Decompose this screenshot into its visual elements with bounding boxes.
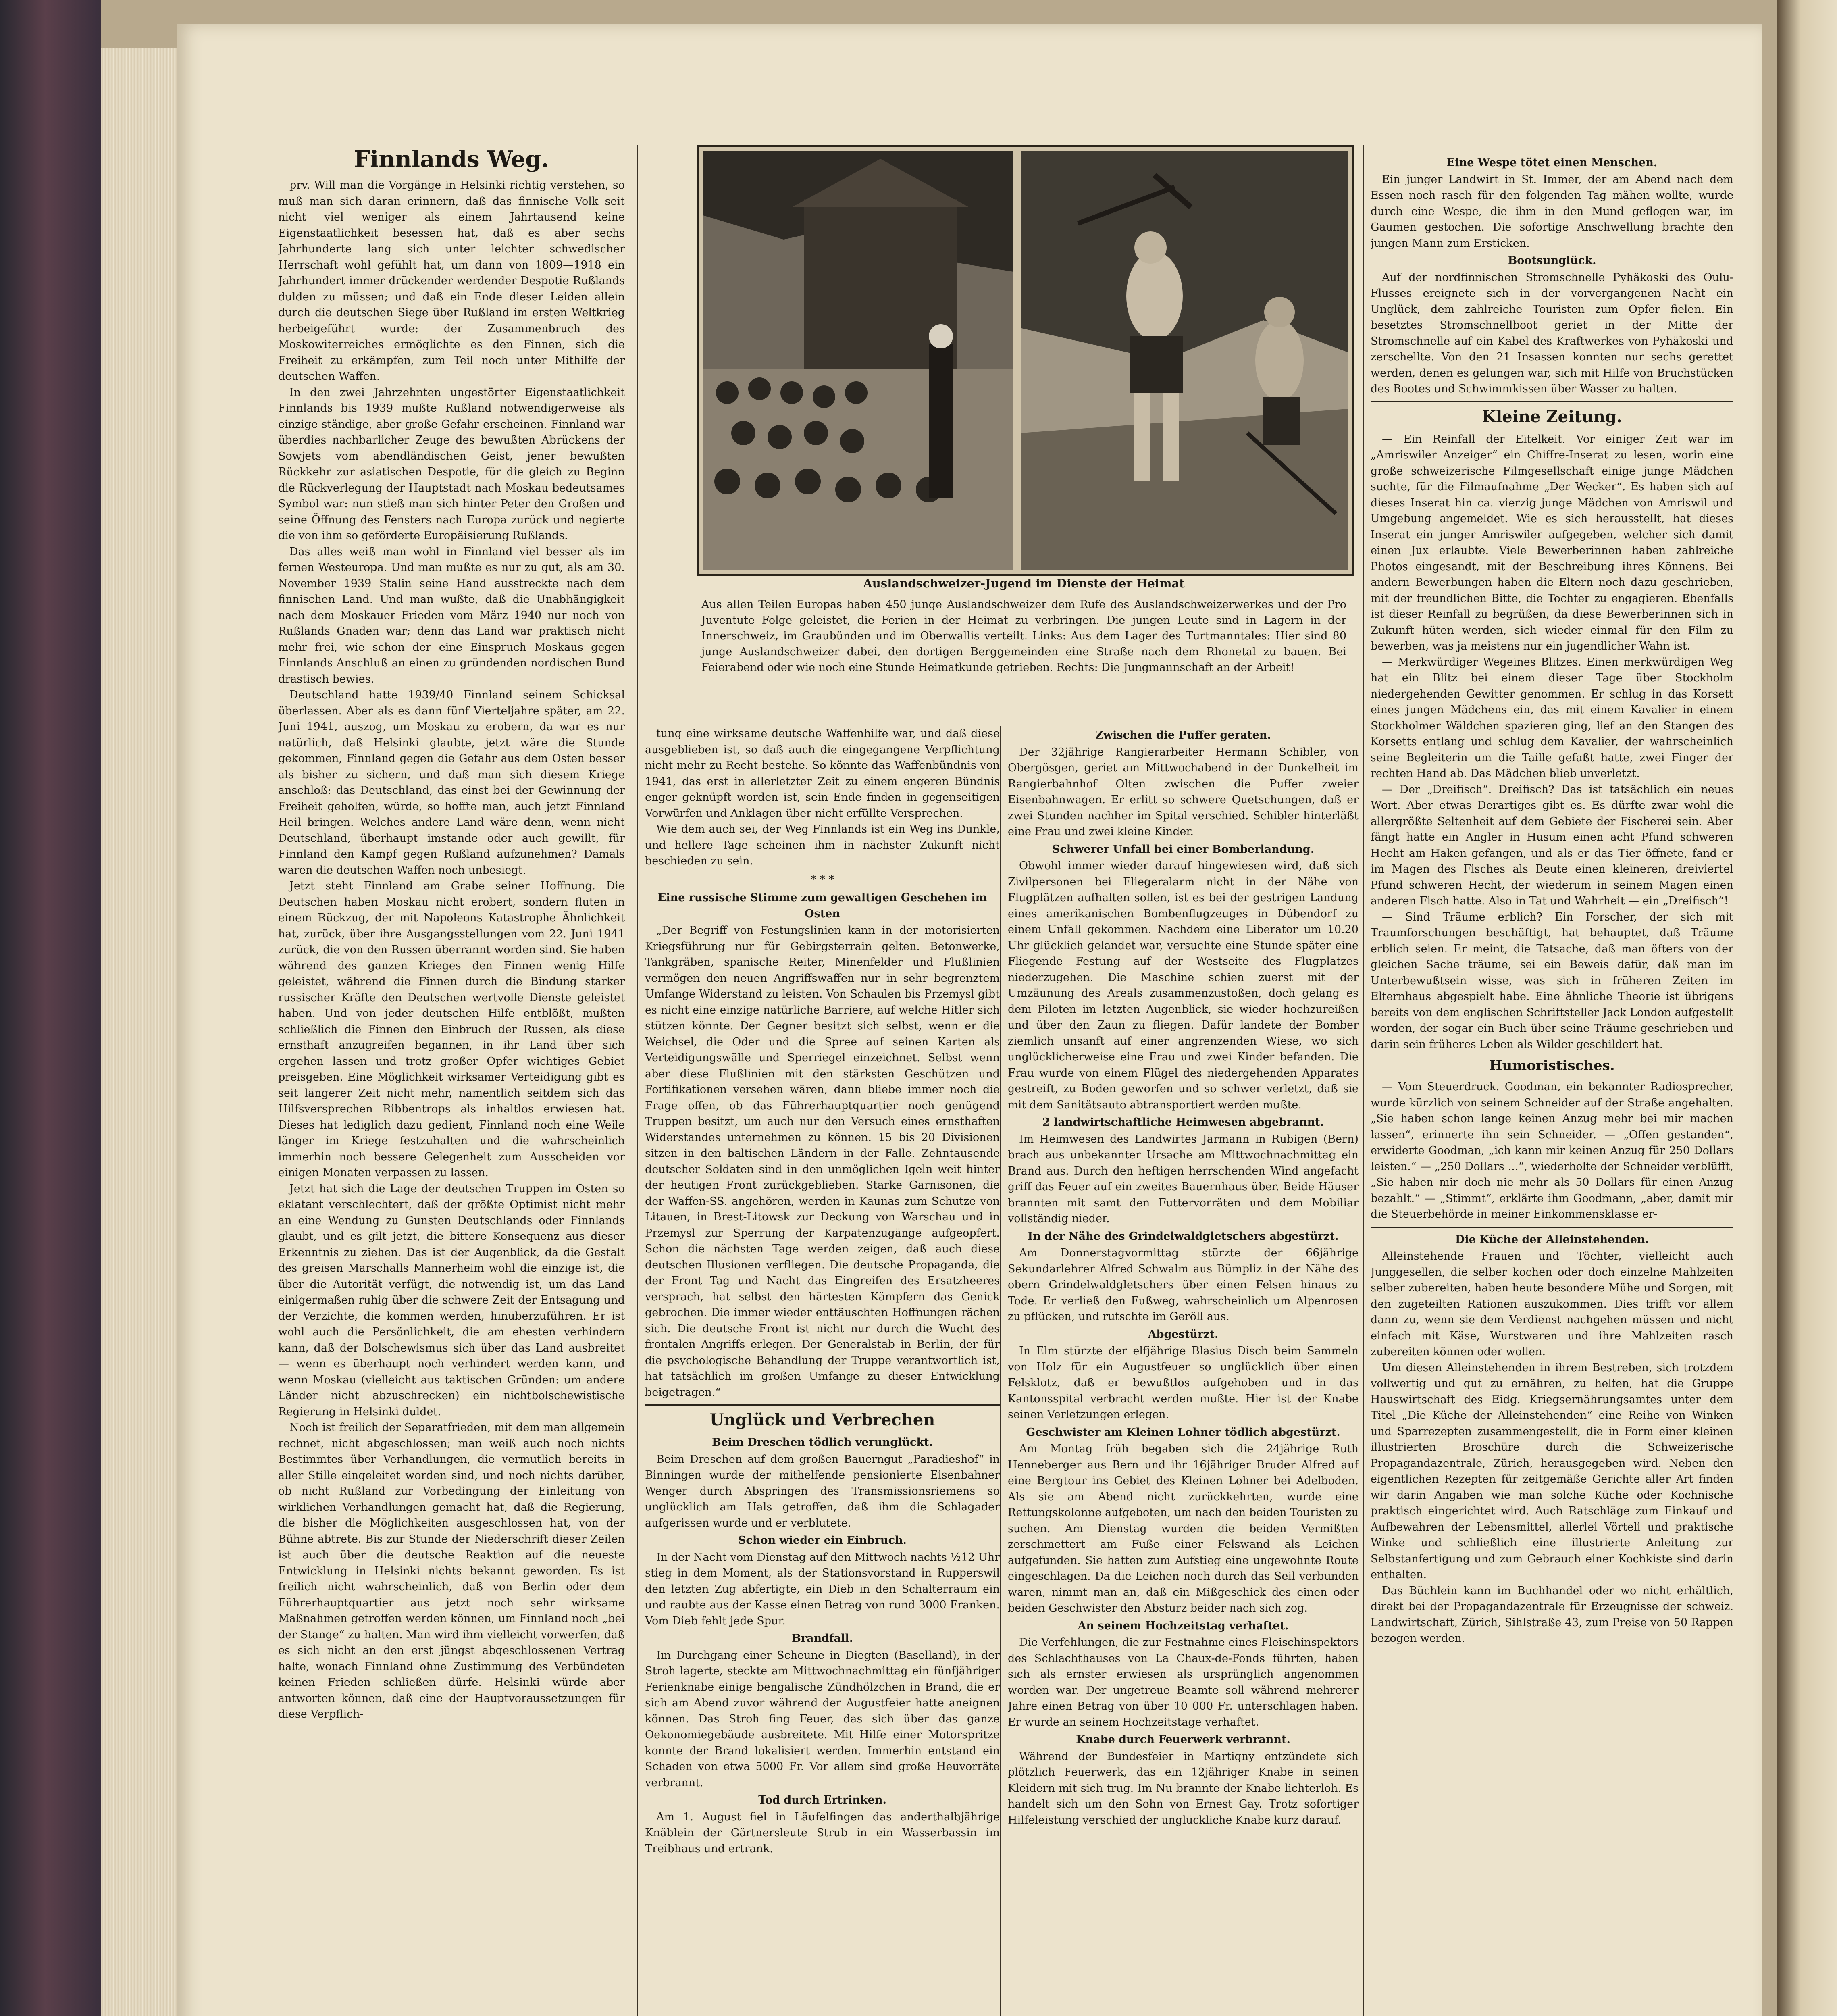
paragraph: — Vom Steuerdruck. Goodman, ein bekannter Radiosprecher, wurde kürzlich von seinem Schneider auf der Straße angehalten. „Sie haben schon lange keinen Anzug mehr bei mir machen lassen“, erinnerte ihn sein Schneider. — „Offen gestanden“, erwiderte Goodman, „ich kann mir keinen Anzug für 250 Dollars leisten.“ — „250 Dollars ...“, wiederholte der Schneider verblüfft, „Sie haben mir doch nie mehr als 50 Dollars für einen Anzug bezahlt.“ — „Stimmt“, erklärte ihm Goodmann, „aber, damit mir die Steuerbehörde in meiner Einkommensklasse er- bbox=[1371, 1081, 1733, 1220]
news-item-text: Der 32jährige Rangierarbeiter Hermann Schibler, von Obergösgen, geriet am Mittwochabend in der Dunkelheit im Rangierbahnhof Olten zwischen die Puffer zweier Eisenbahnwagen. Er erlitt so schwere Quetschungen, daß er zwei Stunden nachher im Spital verschied. Schibler hinterläßt eine Frau und zwei kleine Kinder. bbox=[1008, 746, 1359, 838]
paragraph: Noch ist freilich der Separatfrieden, mit dem man allgemein rechnet, nicht abgeschlossen; man weiß auch noch nichts Bestimmtes über Verhandlungen, die vermutlich bereits in aller Stille eingeleitet worden sind, und noch nichts darüber, ob nicht Rußland zur Vorbedingung der Einleitung von wirklichen Verhandlungen gemacht hat, daß die Regierung, die bisher die Möglichkeiten ausgeschlossen hat, von der Bühne abtrete. Bis zur Stunde der Niederschrift dieser Zeilen ist auch über die deutsche Reaktion auf die neueste Entwicklung in Helsinki nichts bekannt geworden. Es ist freilich nicht wahrscheinlich, daß von Berlin oder dem Führerhauptquartier aus jetzt noch sehr wirksame Maßnahmen getroffen werden können, um Finnland noch „bei der Stange“ zu halten. Man wird ihm vielleicht vorwerfen, daß es sich nicht an den erst jüngst abgeschlossenen Vertrag halte, wonach Finnland ohne Zustimmung des Verbündeten keinen Frieden schließen dürfe. Helsinki würde aber antworten können, daß eine der Hauptvoraussetzungen für diese Verpflich- bbox=[278, 1421, 625, 1720]
paragraph: Deutschland hatte 1939/40 Finnland seinem Schicksal überlassen. Aber als es dann fünf Vierteljahre später, am 22. Juni 1941, auszog, um Moskau zu erobern, da war es nur natürlich, daß Helsinki glaubte, jetzt wäre die Stunde gekommen, Finnland gegen die Gefahr aus dem Osten besser als bisher zu sichern, und daß man sich diesem Kriege anschloß: das Deutschland, das einst bei der Gewinnung der Freiheit geholfen, würde, so hoffte man, auch jetzt Finnland Heil bringen. Welches andere Land wäre denn, wenn nicht Deutschland, überhaupt imstande oder auch gewillt, für Finnland den Kampf gegen Rußland aufzunehmen? Damals waren die deutschen Waffen noch unbesiegt. bbox=[278, 689, 625, 877]
news-item-text: Auf der nordfinnischen Stromschnelle Pyhäkoski des Oulu-Flusses ereignete sich in der vorvergangenen Nacht ein Unglück, dem zahlreiche Touristen zum Opfer fielen. Ein besetztes Stromschnellboot geriet in der Mitte der Stromschnelle auf ein Kabel des Kraftwerkes von Pyhäkoski und zerschellte. Von den 21 Insassen konnten nur sechs gerettet werden, denen es gelungen war, sich mit Hilfe von Bruchstücken des Bootes und Schwimmkissen über Wasser zu halten. bbox=[1371, 271, 1733, 395]
paragraph: Um diesen Alleinstehenden in ihrem Bestreben, sich trotzdem vollwertig und gut zu ernähren, zu helfen, hat die Gruppe Hauswirtschaft des Eidg. Kriegsernährungsamtes unter dem Titel „Die Küche der Alleinstehenden“ eine Reihe von Winken und Sparrezepten zusammengestellt, die in Form einer kleinen illustrierten Broschüre durch die Schweizerische Propagandazentrale, Zürich, herausgegeben wird. Neben den eigentlichen Rezepten für zeitgemäße Gerichte aller Art finden wir darin Angaben wie man solche Küche oder Kochnische praktisch eingerichtet wird. Auch Ratschläge zum Einkauf und Aufbewahren der Lebensmittel, allerlei Vörteli und praktische Winke und schließlich eine illustrierte Anleitung zur Selbstanfertigung und zum Gebrauch einer Kochkiste sind darin enthalten. bbox=[1371, 1361, 1733, 1581]
section-title-kleine-zeitung: Kleine Zeitung. bbox=[1482, 407, 1622, 426]
news-item-heading: Knabe durch Feuerwerk verbrannt. bbox=[1076, 1733, 1290, 1746]
column-divider bbox=[1363, 145, 1364, 2016]
photo-caption: Aus allen Teilen Europas haben 450 junge Auslandschweizer dem Rufe des Auslandschweizerwerkes und der Pro Juventute Folge geleistet, die Ferien in der Heimat zu verbringen. Die jungen Leute sind in Lagern in der Innerschweiz, im Graubünden und im Oberwallis verteilt. Links: Aus dem Lager des Turtmanntales: Hier sind 80 junge Auslandschweizer dabei, den dortigen Berggemeinden eine Straße nach dem Rhonetal zu bauen. Bei Feierabend oder wie noch eine Stunde Heimatkunde getrieben. Rechts: Die Jungmannschaft an der Arbeit! bbox=[701, 598, 1346, 674]
paragraph: — Merkwürdiger Wegeines Blitzes. Einen merkwürdigen Weg hat ein Blitz bei einem dieser Tage über Stockholm niedergehenden Gewitter genommen. Er schlug in das Korsett eines jungen Mädchens ein, das mit einem Kavalier in einem Stockholmer Wäldchen spazieren ging, lief an den Stangen des Korsetts entlang und schlug dem Kavalier, der wahrscheinlich seine Begleiterin um die Taille gefaßt hatte, zwei Finger der rechten Hand ab. Das Mädchen blieb unverletzt. bbox=[1371, 656, 1733, 780]
article-heading-russian-voice: Eine russische Stimme zum gewaltigen Geschehen im Osten bbox=[657, 891, 987, 920]
paragraph: Jetzt hat sich die Lage der deutschen Truppen im Osten so eklatant verschlechtert, daß der größte Optimist nicht mehr an eine Wendung zu Gunsten Deutschlands oder Finnlands glaubt, und es gilt jetzt, die bittere Konsequenz aus dieser Erkenntnis zu ziehen. Das ist der Augenblick, da die Gestalt des greisen Marschalls Mannerheim wohl die einzige ist, die über die Autorität verfügt, die notwendig ist, um das Land einigermaßen ruhig über die schwere Zeit der Entsagung und der Verzichte, die kommen werden, hinüberzuführen. Er ist wohl auch die Persönlichkeit, die am ehesten verhindern kann, daß der Bolschewismus sich über das Land ausbreitet — wenn es überhaupt noch verhindert werden kann, und wenn Moskau (vielleicht aus taktischen Gründen: um andere Länder nicht abzuschrecken) ein nichtbolschewistische Regierung in Helsinki duldet. bbox=[278, 1182, 625, 1418]
humor-items bbox=[1371, 1079, 1733, 1223]
paragraph: prv. Will man die Vorgänge in Helsinki richtig verstehen, so muß man sich daran erinnern, daß das finnische Volk seit nicht viel weniger als einem Jahrtausend keine Eigenstaatlichkeit besessen hat, daß es aber sechs Jahrhunderte lang sich unter leichter schwedischer Herrschaft wohl gefühlt hat, um dann von 1809—1918 ein Jahrhundert immer drückender werdender Despotie Rußlands dulden zu müssen; und daß ein Ende dieser Leiden allein durch die deutschen Siege über Rußland im ersten Weltkrieg herbeigeführt wurde: der Zusammenbruch des Moskowiterreiches ermöglichte es den Finnen, sich die Freiheit zu erkämpfen, zum Teil noch unter Mithilfe der deutschen Waffen. bbox=[278, 179, 625, 383]
article-body bbox=[278, 177, 625, 1722]
news-item-text: Am 1. August fiel in Läufelfingen das anderthalbjährige Knäblein der Gärtnersleute Strub in ein Wasserbassin im Treibhaus und ertrank. bbox=[645, 1810, 1000, 1855]
paragraph: Wie dem auch sei, der Weg Finnlands ist ein Weg ins Dunkle, und hellere Tage scheinen ihm in nächster Zukunft nicht beschieden zu sein. bbox=[645, 823, 1000, 867]
news-item-text: Ein junger Landwirt in St. Immer, der am Abend nach dem Essen noch rasch für den folgenden Tag mähen wollte, wurde durch eine Wespe, die ihm in den Mund geflogen war, im Gaumen gestochen. Die sofortige Anschwellung brachte den jungen Mann zum Ersticken. bbox=[1371, 173, 1733, 250]
column-divider bbox=[1000, 726, 1001, 2016]
section-title-humor: Humoristisches. bbox=[1489, 1058, 1615, 1074]
column-4 bbox=[1371, 153, 1733, 2016]
photo-caption-title: Auslandschweizer-Jugend im Dienste der Heimat bbox=[863, 577, 1185, 590]
paragraph: Das Büchlein kann im Buchhandel oder wo nicht erhältlich, direkt bei der Propagandazentrale für Erzeugnisse der schweiz. Landwirtschaft, Zürich, Sihlstraße 43, zum Preise von 50 Rappen bezogen werden. bbox=[1371, 1584, 1733, 1645]
news-item-heading: Geschwister am Kleinen Lohner tödlich abgestürzt. bbox=[1026, 1426, 1340, 1439]
kleine-zeitung-items bbox=[1371, 431, 1733, 1053]
section-separator: * * * bbox=[811, 873, 834, 886]
section-title-accidents: Unglück und Verbrechen bbox=[709, 1410, 935, 1429]
news-item-text: Im Durchgang einer Scheune in Diegten (Baselland), in der Stroh lagerte, steckte am Mittwochnachmittag ein fünfjähriger Ferienknabe einige bengalische Zündhölzchen in Brand, die er sich am Abend zuvor während der Augustfeier hatte aneignen können. Das Stroh fing Feuer, das sich über das ganze Oekonomiegebäude ausbreitete. Mit Hilfe einer Motorspritze konnte der Brand lokalisiert werden. Immerhin entstand ein Schaden von etwa 5000 Fr. Vor allem sind große Heuvorräte verbrannt. bbox=[645, 1649, 1000, 1789]
section-rule bbox=[1371, 1227, 1733, 1228]
news-item-heading: Schwerer Unfall bei einer Bomberlandung. bbox=[1052, 843, 1315, 856]
paragraph: — Der „Dreifisch“. Dreifisch? Das ist tatsächlich ein neues Wort. Aber etwas Derartiges gibt es. Es dürfte zwar wohl die allergrößte Seltenheit auf dem Gebiete der Fischerei sein. Aber fängt hatte ein Angler in Husum einen acht Pfund schweren Hecht am Haken gefangen, und als er das Tier öffnete, fand er im Magen des Fisches als Beute einen kleineren, dreiviertel Pfund schweren Hecht, der wiederum in seinem Magen einen anderen Fisch hatte. Also in Tat und Wahrheit — ein „Dreifisch“! bbox=[1371, 783, 1733, 907]
news-item-heading: Zwischen die Puffer geraten. bbox=[1095, 729, 1271, 741]
news-items bbox=[1008, 727, 1359, 1828]
article-body-kueche bbox=[1371, 1248, 1733, 1647]
photo-road-work bbox=[1021, 151, 1348, 570]
news-item-heading: Abgestürzt. bbox=[1148, 1328, 1219, 1341]
book-spine bbox=[0, 0, 101, 2016]
news-item-text: Im Heimwesen des Landwirtes Järmann in Rubigen (Bern) brach aus unbekannter Ursache am Mittwochnachmittag ein Brand aus. Durch den heftigen herrschenden Wind angefacht griff das Feuer auf ein zweites Bauernhaus über. Beide Häuser brannten mit samt den Futtervorräten und dem Mobiliar vollständig nieder. bbox=[1008, 1133, 1359, 1225]
news-item-text: In der Nacht vom Dienstag auf den Mittwoch nachts ½12 Uhr stieg in dem Moment, als der Stationsvorstand in Rupperswil den letzten Zug abfertigte, ein Dieb in den Schalterraum ein und raubte aus der Kasse einen Betrag von rund 3000 Franken. Vom Dieb fehlt jede Spur. bbox=[645, 1551, 1000, 1627]
news-item-text: Die Verfehlungen, die zur Festnahme eines Fleischinspektors des Schlachthauses von La Chaux-de-Fonds führten, haben sich als ernster erwiesen als ursprünglich angenommen worden war. Der ungetreue Beamte soll während mehrerer Jahre einen Betrag von über 10 000 Fr. unterschlagen haben. Er wurde an seinem Hochzeitstage verhaftet. bbox=[1008, 1636, 1359, 1729]
paragraph: — Ein Reinfall der Eitelkeit. Vor einiger Zeit war im „Amriswiler Anzeiger“ ein Chiffre-Inserat zu lesen, worin eine große schweizerische Filmgesellschaft einige junge Mädchen suchte, für die Filmaufnahme „Der Wecker“. Es haben sich auf dieses Inserat hin ca. vierzig junge Mädchen von Amriswil und Umgebung angemeldet. Wie es sich herausstellt, hat dieses Inserat ein junger Amriswiler aufgegeben, welcher sich damit einen Jux erlaubte. Viele Bewerberinnen haben zahlreiche Photos eingesandt, mit der Beschreibung ihres Könnens. Bei andern Bewerbungen haben die Eltern noch dazu geschrieben, mit der freundlichen Bitte, die Tochter zu engagieren. Ebenfalls ist dieser Reinfall zu begrüßen, da diese Bewerberinnen sich in Zukunft hüten werden, sich wieder einmal für den Film zu bewerben, was ja meistens nur ein jugendlicher Wahn ist. bbox=[1371, 433, 1733, 652]
paragraph: Jetzt steht Finnland am Grabe seiner Hoffnung. Die Deutschen haben Moskau nicht erobert, sondern fluten in einem Rückzug, der mit Napoleons Katastrophe Ähnlichkeit hat, zurück, über ihre Ausgangsstellungen vom 22. Juni 1941 zurück, die von den Russen überrannt worden sind. Sie haben während des ganzen Krieges den Finnen wenig Hilfe geleistet, während die Finnen durch die Bindung starker russischer Kräfte den Deutschen wertvolle Dienste geleistet haben. Und von jeder deutschen Hilfe entblößt, mußten schließlich die Finnen den Einbruch der Russen, als diese ernsthaft anzugreifen begannen, in ihr Land über sich ergehen lassen und trotz großer Opfer wichtiges Gebiet preisgeben. Eine Möglichkeit wirksamer Verteidigung gibt es seit längerer Zeit nicht mehr, namentlich seitdem sich das Hilfsversprechen Ribbentrops als inhaltlos erwiesen hat. Dieses hat lediglich dazu gedient, Finnland noch eine Weile länger im Kriege festzuhalten und die wahrscheinlich immerhin noch bessere Gelegenheit zum Ausscheiden vor einigen Monaten verpassen zu lassen. bbox=[278, 880, 625, 1179]
photo-block bbox=[697, 145, 1354, 576]
article-body-russian-voice bbox=[645, 923, 1000, 1400]
paragraph: Das alles weiß man wohl in Finnland viel besser als im fernen Westeuropa. Und man mußte es nur zu gut, als am 30. November 1939 Stalin seine Hand ausstreckte nach dem finnischen Land. Und man wußte, daß die Unabhängigkeit nach dem Moskauer Frieden vom März 1940 nur noch von Rußlands Gnaden war; denn das Land war praktisch nicht mehr frei, wie schon der eine Einspruch Moskaus gegen Finnlands Anschluß an einen zu gründenden nordischen Bund drastisch bewies. bbox=[278, 545, 625, 685]
paragraph: — Sind Träume erblich? Ein Forscher, der sich mit Traumforschungen beschäftigt, hat behauptet, daß Träume erblich seien. Er meint, die Tatsache, daß man öfters von der gleichen Sache träume, sei ein Beweis dafür, daß man im Unterbewußtsein wisse, was sich in früheren Zeiten im Elternhaus abgespielt habe. Eine ähnliche Theorie ist übrigens bereits von dem englischen Schriftsteller Jack London aufgestellt worden, der sogar ein Buch über seine Träume geschrieben und darin sein früheres Leben als Wilder geschildert hat. bbox=[1371, 910, 1733, 1051]
paragraph: „Der Begriff von Festungslinien kann in der motorisierten Kriegsführung nur für Gebirgsterrain gelten. Betonwerke, Tankgräben, spanische Reiter, Minenfelder und Flußlinien vermögen den neuen Angriffswaffen nur in sehr begrenztem Umfange Widerstand zu leisten. Von Schaulen bis Przemysl gibt es nicht eine einzige natürliche Barriere, auf welche Hitler sich stützen könnte. Der Gegner besitzt sich selbst, wenn er die Weichsel, die Oder und die Spree auf seinen Karten als Verteidigungswälle und Sperriegel einzeichnet. Selbst wenn aber diese Flußlinien mit den stärksten Geschützen und Fortifikationen versehen wären, dann bliebe immer noch die Frage offen, ob das Führerhauptquartier noch genügend Truppen besitzt, um auch nur den Versuch eines ernsthaften Widerstandes unternehmen zu können. 15 bis 20 Divisionen sitzen in den baltischen Ländern in der Falle. Zehntausende deutscher Soldaten sind in den unmöglichen Igeln weit hinter der heutigen Front zurückgeblieben. Starke Garnisonen, die der Waffen-SS. angehören, werden in Kaunas zum Schutze von Litauen, in Brest-Litowsk zur Deckung von Warschau und in Przemysl zur Sperrung der Karpatenzugänge aufgeopfert. Schon die nächsten Tage werden zeigen, daß auch diese deutschen Illusionen verfliegen. Die deutsche Propaganda, die der Front Tag und Nacht das Eingreifen des Ersatzheeres versprach, hat selbst den härtesten Kämpfern das Genick gebrochen. Die immer wieder enttäuschten Hoffnungen rächen sich. Die deutsche Front ist nicht nur durch die Wucht des frontalen Angriffs erlegen. Der Generalstab in Berlin, der für die psychologische Behandlung der Truppe verantwortlich ist, hat tatsächlich im großen Umfange zu dieser Entwicklung beigetragen.“ bbox=[645, 924, 1000, 1399]
article-heading-kueche: Die Küche der Alleinstehenden. bbox=[1455, 1233, 1649, 1246]
news-item-text: Beim Dreschen auf dem großen Bauerngut „Paradieshof“ in Binningen wurde der mithelfende pensionierte Eisenbahner Wenger durch Abspringen des Transmissionsriemens so unglücklich am Hals getroffen, daß ihm die Schlagader aufgerissen wurde und er verblutete. bbox=[645, 1453, 1000, 1529]
news-item-text: Am Donnerstagvormittag stürzte der 66jährige Sekundarlehrer Alfred Schwalm aus Bümpliz in der Nähe des obern Grindelwaldgletschers über einen Felsen hinaus zu Tode. Er verließ den Fußweg, wahrscheinlich um Alpenrosen zu pflücken, und rutschte im Geröll aus. bbox=[1008, 1247, 1359, 1323]
news-items bbox=[645, 1435, 1000, 1857]
news-items bbox=[1371, 155, 1733, 397]
paragraph: tung eine wirksame deutsche Waffenhilfe war, und daß diese ausgeblieben ist, so daß auch die eingegangene Verpflichtung nicht mehr zu Recht bestehe. So könnte das Waffenbündnis von 1941, das erst in allerletzter Zeit zu einem engeren Bündnis enger geknüpft worden ist, sein Ende finden in gegenseitigen Vorwürfen und Anklagen über nicht erfüllte Versprechen. bbox=[645, 727, 1000, 820]
column-finnlands-weg bbox=[278, 141, 625, 2016]
news-item-text: In Elm stürzte der elfjährige Blasius Disch beim Sammeln von Holz für ein Augustfeuer so unglücklich über einen Felsklotz, daß er bewußtlos aufgehoben und in das Kantonsspital verbracht werden mußte. Hier ist der Knabe seinen Verletzungen erlegen. bbox=[1008, 1345, 1359, 1421]
article-continuation bbox=[645, 726, 1000, 869]
news-item-heading: 2 landwirtschaftliche Heimwesen abgebrannt. bbox=[1042, 1116, 1324, 1129]
section-rule bbox=[645, 1404, 1000, 1406]
column-2 bbox=[645, 726, 1000, 2016]
news-item-text: Am Montag früh begaben sich die 24jährige Ruth Henneberger aus Bern und ihr 16jähriger Bruder Alfred auf eine Bergtour ins Gebiet des Kleinen Lohner bei Adelboden. Als sie am Abend nicht zurückkehrten, wurde eine Rettungskolonne aufgeboten, um nach den beiden Touristen zu suchen. Am Dienstag wurden die beiden Vermißten zerschmettert am Fuße einer Felswand als Leichen aufgefunden. Sie hatten zum Aufstieg eine ungewohnte Route eingeschlagen. Da die Leichen noch durch das Seil verbunden waren, nimmt man an, daß ein Mißgeschick des einen oder beiden Geschwister den Absturz beider nach sich zog. bbox=[1008, 1443, 1359, 1614]
news-item-heading: Eine Wespe tötet einen Menschen. bbox=[1446, 156, 1658, 169]
article-title: Finnlands Weg. bbox=[354, 146, 549, 173]
news-item-text: Während der Bundesfeier in Martigny entzündete sich plötzlich Feuerwerk, das ein 12jähriger Knabe in seinen Kleidern mit sich trug. Im Nu brannte der Knabe lichterloh. Es handelt sich um den Sohn von Ernest Gay. Trotz sofortiger Hilfeleistung verschied der unglückliche Knabe kurz darauf. bbox=[1008, 1750, 1359, 1826]
photo-camp-gathering bbox=[703, 151, 1013, 570]
column-divider bbox=[637, 145, 638, 2016]
section-rule bbox=[1371, 401, 1733, 402]
paragraph: Alleinstehende Frauen und Töchter, vielleicht auch Junggesellen, die selber kochen oder doch einzelne Mahlzeiten selber zubereiten, haben heute besondere Mühe und Sorgen, mit den zugeteilten Rationen auszukommen. Dies trifft vor allem dann zu, wenn sie dem Verdienst nachgehen müssen und nicht einfach mit Käse, Wurstwaren und ihre Mahlzeiten rasch zubereiten können oder wollen. bbox=[1371, 1250, 1733, 1358]
news-item-heading: Schon wieder ein Einbruch. bbox=[738, 1534, 907, 1547]
news-item-heading: Bootsunglück. bbox=[1508, 254, 1596, 267]
news-item-heading: In der Nähe des Grindelwaldgletschers abgestürzt. bbox=[1028, 1230, 1339, 1243]
news-item-heading: An seinem Hochzeitstag verhaftet. bbox=[1078, 1619, 1289, 1632]
column-3 bbox=[1008, 726, 1359, 2016]
news-item-heading: Brandfall. bbox=[791, 1632, 853, 1645]
facing-page-edge bbox=[1777, 0, 1837, 2016]
news-item-heading: Tod durch Ertrinken. bbox=[758, 1794, 886, 1806]
news-item-text: Obwohl immer wieder darauf hingewiesen wird, daß sich Zivilpersonen bei Fliegeralarm nicht in der Nähe von Flugplätzen aufhalten sollen, ist es bei der gestrigen Landung eines amerikanischen Bombenflugzeuges in Dübendorf zu einem Unfall gekommen. Nachdem eine Liberator um 10.20 Uhr glücklich gelandet war, versuchte eine Stunde später eine Fliegende Festung auf der Westseite des Flugplatzes niederzugehen. Die Maschine schien zuerst mit der Umzäunung des Areals zusammenzustoßen, doch gelang es dem Piloten im letzten Augenblick, sie wieder hochzureißen und über den Zaun zu fliegen. Dafür landete der Bomber ziemlich unsanft auf einer angrenzenden Wiese, wo sich unglücklicherweise eine Frau und zwei Kinder befanden. Die Frau wurde von einem Flügel des niedergehenden Apparates gestreift, zu Boden geworfen und so schwer verletzt, daß sie mit dem Sanitätsauto abtransportiert werden mußte. bbox=[1008, 860, 1359, 1111]
paragraph: In den zwei Jahrzehnten ungestörter Eigenstaatlichkeit Finnlands bis 1939 mußte Rußland notwendigerweise als einzige ständige, aber große Gefahr erscheinen. Finnland war überdies nachbarlicher Zeuge des bewußten Abrückens der Sowjets vom abendländischen Geist, jener bewußten Rückkehr zur asiatischen Despotie, für die gleich zu Beginn die Rückverlegung der Hauptstadt nach Moskau bedeutsames Symbol war: nun stieß man sich hinter Peter den Großen und seine Öffnung des Fensters nach Europa zurück und negierte die von ihm so geförderte Europäisierung Rußlands. bbox=[278, 386, 625, 542]
news-item-heading: Beim Dreschen tödlich verunglückt. bbox=[711, 1436, 933, 1449]
